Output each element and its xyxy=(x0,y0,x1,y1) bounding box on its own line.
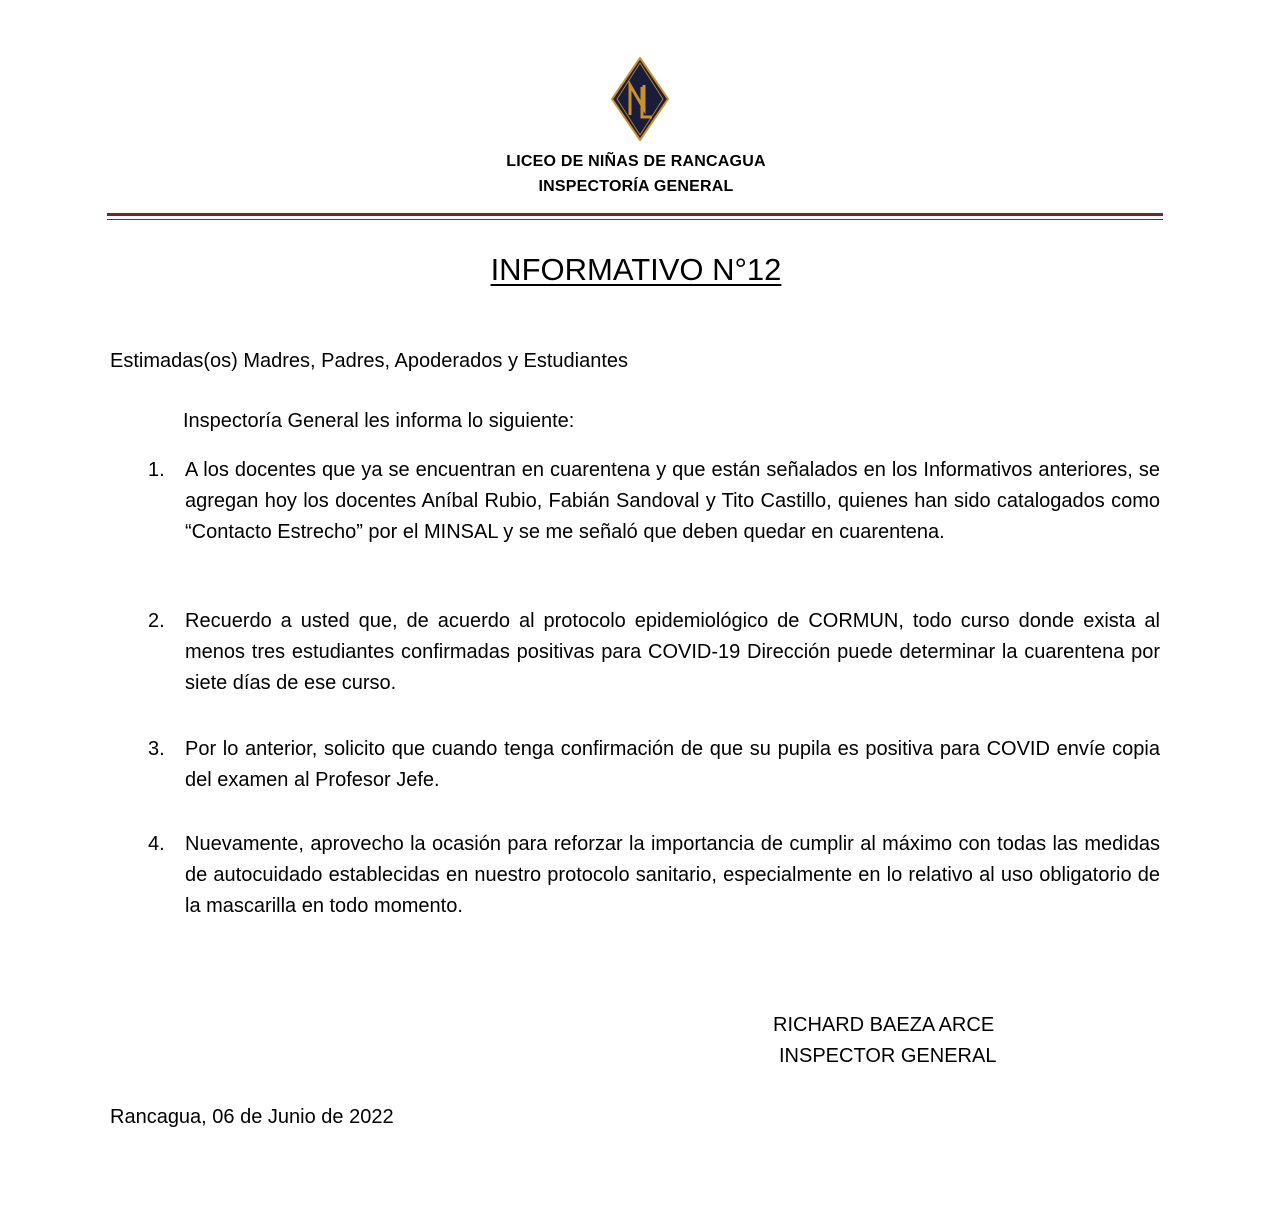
signatory-role: INSPECTOR GENERAL xyxy=(779,1045,997,1067)
list-item xyxy=(145,606,1160,699)
list-item-text: Por lo anterior, solicito que cuando tenga confirmación de que su pupila es positiva para COVID envíe copia del examen al Profesor Jefe. xyxy=(185,738,1160,791)
list-item-number: 4. xyxy=(148,833,165,855)
list-item xyxy=(145,734,1160,796)
diamond-nl-monogram-icon xyxy=(611,57,669,141)
list-item xyxy=(145,455,1160,548)
list-item-text: Recuerdo a usted que, de acuerdo al protocolo epidemiológico de CORMUN, todo curso donde exista al menos tres estudiantes confirmadas positivas para COVID-19 Dirección puede determinar la cuarentena por siete días de ese curso. xyxy=(185,610,1160,694)
school-name: LICEO DE NIÑAS DE RANCAGUA xyxy=(506,153,766,170)
list-item-number: 2. xyxy=(148,610,165,632)
school-logo xyxy=(611,57,669,141)
list-item-number: 3. xyxy=(148,738,165,760)
header-divider-thick xyxy=(107,213,1163,216)
document-title: INFORMATIVO N°12 xyxy=(490,252,782,287)
list-item-number: 1. xyxy=(148,459,165,481)
list-item-text: A los docentes que ya se encuentran en cuarentena y que están señalados en los Informativos anteriores, se agregan hoy los docentes Aníbal Rubio, Fabián Sandoval y Tito Castillo, quienes han sido catalogados como “Contacto Estrecho” por el MINSAL y se me señaló que deben quedar en cuarentena. xyxy=(185,459,1160,543)
intro-line: Inspectoría General les informa lo siguiente: xyxy=(183,410,575,432)
department-name: INSPECTORÍA GENERAL xyxy=(538,178,734,195)
header-divider-thin xyxy=(107,219,1163,220)
date-line: Rancagua, 06 de Junio de 2022 xyxy=(110,1106,394,1128)
signatory-name: RICHARD BAEZA ARCE xyxy=(773,1014,995,1036)
list-item xyxy=(145,829,1160,922)
greeting: Estimadas(os) Madres, Padres, Apoderados y Estudiantes xyxy=(110,350,629,372)
list-item-text: Nuevamente, aprovecho la ocasión para reforzar la importancia de cumplir al máximo con todas las medidas de autocuidado establecidas en nuestro protocolo sanitario, especialmente en lo relativo al uso obligatorio de la mascarilla en todo momento. xyxy=(185,833,1160,917)
